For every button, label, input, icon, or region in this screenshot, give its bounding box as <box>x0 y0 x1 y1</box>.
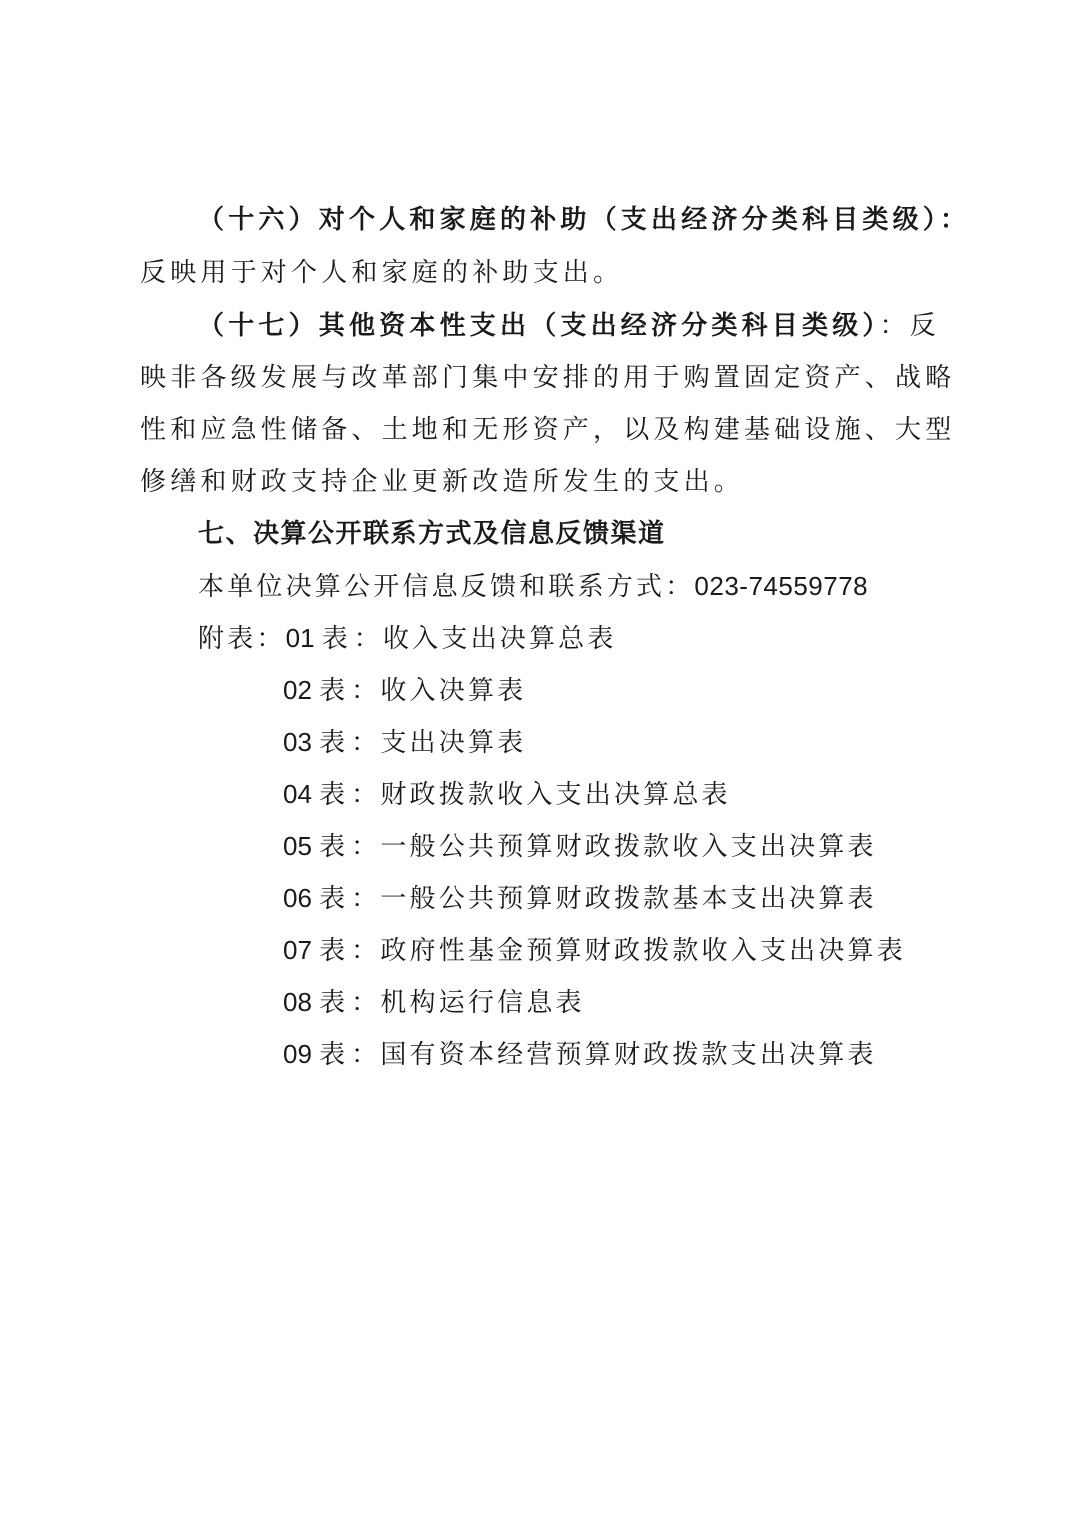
attachment-name: 一般公共预算财政拨款收入支出决算表 <box>380 832 877 862</box>
attachment-code: 05 表 <box>283 831 346 861</box>
attachment-sep: ： <box>351 780 381 810</box>
attachment-code: 02 表 <box>283 675 346 705</box>
attachment-row-3 <box>283 725 526 760</box>
section-16-body: 反映用于对个人和家庭的补助支出。 <box>140 258 624 288</box>
attachment-name: 支出决算表 <box>380 728 527 758</box>
section-17-title: （十七）其他资本性支出（支出经济分类科目类级） <box>198 311 880 341</box>
attachment-name: 国有资本经营预算财政拨款支出决算表 <box>380 1040 877 1070</box>
attachment-row-6 <box>283 881 877 916</box>
attachment-name: 收入支出决算总表 <box>382 624 617 654</box>
attachment-code: 07 表 <box>283 935 346 965</box>
section-17-lead: ：反 <box>879 311 941 341</box>
contact-phone: 023-74559778 <box>694 571 869 601</box>
attachment-sep: ： <box>351 1040 381 1070</box>
section-7-heading: 七、决算公开联系方式及信息反馈渠道 <box>198 519 666 549</box>
attachment-row-9 <box>283 1037 877 1072</box>
attachment-name: 机构运行信息表 <box>380 988 585 1018</box>
attachment-sep: ： <box>353 624 383 654</box>
attachment-row-8 <box>283 985 585 1020</box>
attachment-code: 01 表 <box>285 623 348 653</box>
section-17-line-3: 修缮和财政支持企业更新改造所发生的支出。 <box>140 467 745 497</box>
section-17-first-line <box>198 309 940 343</box>
attachment-name: 财政拨款收入支出决算总表 <box>380 780 731 810</box>
attachment-code: 03 表 <box>283 727 346 757</box>
attachment-sep: ： <box>351 884 381 914</box>
contact-label: 本单位决算公开信息反馈和联系方式： <box>198 572 695 602</box>
attachment-row-4 <box>283 777 731 812</box>
attachment-row-2 <box>283 673 526 708</box>
attachment-code: 06 表 <box>283 883 346 913</box>
attachment-row-7 <box>283 933 906 968</box>
attachment-sep: ： <box>351 728 381 758</box>
attachment-sep: ： <box>351 832 381 862</box>
attachment-name: 政府性基金预算财政拨款收入支出决算表 <box>380 936 906 966</box>
attachment-row-1 <box>198 621 617 656</box>
section-17-line-1: 映非各级发展与改革部门集中安排的用于购置固定资产、战略 <box>140 363 956 393</box>
attachment-code: 04 表 <box>283 779 346 809</box>
attachment-sep: ： <box>351 676 381 706</box>
attachment-sep: ： <box>351 988 381 1018</box>
section-17-line-2: 性和应急性储备、土地和无形资产，以及构建基础设施、大型 <box>140 415 956 445</box>
attachment-code: 09 表 <box>283 1039 346 1069</box>
attachment-code: 08 表 <box>283 987 346 1017</box>
attachment-name: 一般公共预算财政拨款基本支出决算表 <box>380 884 877 914</box>
attachment-row-5 <box>283 829 877 864</box>
attachment-sep: ： <box>351 936 381 966</box>
attachment-name: 收入决算表 <box>380 676 527 706</box>
attachments-label: 附表： <box>198 624 286 654</box>
section-16-title: （十六）对个人和家庭的补助（支出经济分类科目类级）： <box>198 205 971 235</box>
contact-line <box>198 569 868 604</box>
